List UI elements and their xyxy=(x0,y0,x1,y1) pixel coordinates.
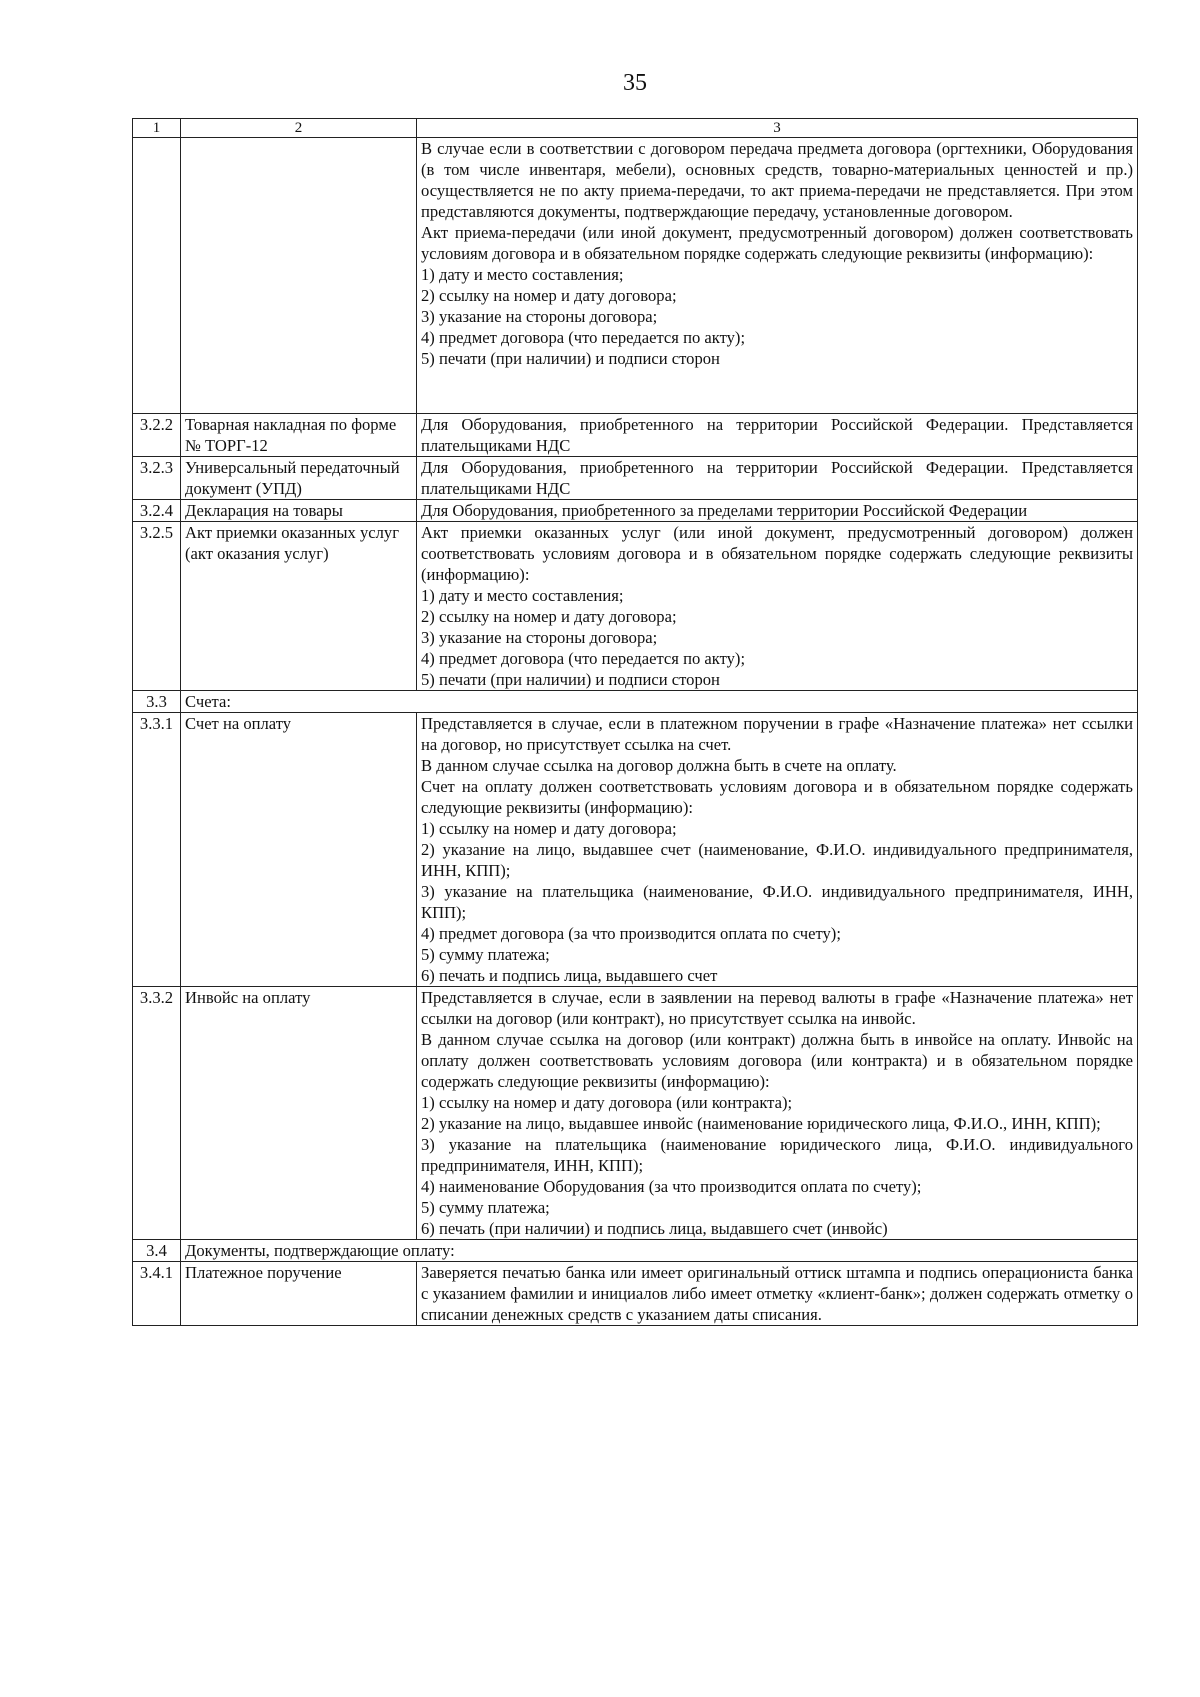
document-name: Акт приемки оказанных услуг (акт оказания услуг) xyxy=(181,522,417,691)
header-col-3: 3 xyxy=(417,119,1138,138)
table-row xyxy=(133,987,1138,1240)
table-header-row xyxy=(133,119,1138,138)
section-row xyxy=(133,1240,1138,1262)
requirement-line: Представляется в случае, если в заявлении на перевод валюты в графе «Назначение платежа» нет ссылки на договор (или контракт), но присутствует ссылка на инвойс. xyxy=(421,988,1133,1028)
requirement-line: 1) ссылку на номер и дату договора (или контракта); xyxy=(421,1093,793,1112)
requirement-line: Для Оборудования, приобретенного за пределами территории Российской Федерации xyxy=(421,501,1028,520)
document-requirements xyxy=(417,522,1138,691)
table-row xyxy=(133,713,1138,987)
requirement-line: 3) указание на стороны договора; xyxy=(421,628,658,647)
table-row xyxy=(133,457,1138,500)
requirement-line: Для Оборудования, приобретенного на территории Российской Федерации. Представляется плательщиками НДС xyxy=(421,458,1133,498)
document-name xyxy=(181,138,417,414)
requirement-line: 2) ссылку на номер и дату договора; xyxy=(421,607,677,626)
requirement-line: Заверяется печатью банка или имеет оригинальный оттиск штампа и подпись операциониста банка с указанием фамилии и инициалов либо имеет отметку «клиент-банк»; должен содержать отметку о списании денежных средств с указанием даты списания. xyxy=(421,1263,1133,1324)
requirement-line: 1) ссылку на номер и дату договора; xyxy=(421,819,677,838)
requirement-line: 5) печати (при наличии) и подписи сторон xyxy=(421,349,720,368)
row-number: 3.3.1 xyxy=(133,713,181,987)
section-title: Документы, подтверждающие оплату: xyxy=(181,1240,1138,1262)
requirement-line: Акт приема-передачи (или иной документ, предусмотренный договором) должен соответствовать условиям договора и в обязательном порядке содержать следующие реквизиты (информацию): xyxy=(421,223,1133,263)
table-row xyxy=(133,138,1138,414)
row-number: 3.2.2 xyxy=(133,414,181,457)
header-col-2: 2 xyxy=(181,119,417,138)
document-requirements xyxy=(417,457,1138,500)
row-number xyxy=(133,138,181,414)
row-number: 3.4.1 xyxy=(133,1262,181,1326)
requirement-line: 6) печать (при наличии) и подпись лица, выдавшего счет (инвойс) xyxy=(421,1219,888,1238)
document-requirements xyxy=(417,713,1138,987)
requirement-line: 1) дату и место составления; xyxy=(421,586,624,605)
document-requirements xyxy=(417,500,1138,522)
requirement-line: В данном случае ссылка на договор должна быть в счете на оплату. xyxy=(421,756,897,775)
requirement-line: 2) ссылку на номер и дату договора; xyxy=(421,286,677,305)
document-requirements xyxy=(417,1262,1138,1326)
document-name: Декларация на товары xyxy=(181,500,417,522)
requirement-line: 2) указание на лицо, выдавшее инвойс (наименование юридического лица, Ф.И.О., ИНН, КПП); xyxy=(421,1114,1101,1133)
requirement-line: 3) указание на плательщика (наименование юридического лица, Ф.И.О. индивидуального предпринимателя, ИНН, КПП); xyxy=(421,1135,1133,1175)
document-name: Инвойс на оплату xyxy=(181,987,417,1240)
requirement-line: 1) дату и место составления; xyxy=(421,265,624,284)
section-number: 3.4 xyxy=(133,1240,181,1262)
table-row xyxy=(133,414,1138,457)
document-name: Платежное поручение xyxy=(181,1262,417,1326)
requirement-line: 2) указание на лицо, выдавшее счет (наименование, Ф.И.О. индивидуального предпринимателя, ИНН, КПП); xyxy=(421,840,1133,880)
section-title: Счета: xyxy=(181,691,1138,713)
section-row xyxy=(133,691,1138,713)
requirement-line: 5) печати (при наличии) и подписи сторон xyxy=(421,670,720,689)
requirement-line: Для Оборудования, приобретенного на территории Российской Федерации. Представляется плательщиками НДС xyxy=(421,415,1133,455)
document-name: Счет на оплату xyxy=(181,713,417,987)
requirement-line: 5) сумму платежа; xyxy=(421,1198,550,1217)
requirement-line: 6) печать и подпись лица, выдавшего счет xyxy=(421,966,718,985)
row-number: 3.2.4 xyxy=(133,500,181,522)
requirement-line: Представляется в случае, если в платежном поручении в графе «Назначение платежа» нет ссылки на договор, но присутствует ссылка на счет. xyxy=(421,714,1133,754)
table-row xyxy=(133,500,1138,522)
table-row xyxy=(133,522,1138,691)
requirement-line: 4) предмет договора (за что производится оплата по счету); xyxy=(421,924,841,943)
requirement-line: 4) предмет договора (что передается по акту); xyxy=(421,649,746,668)
requirement-line: 3) указание на плательщика (наименование, Ф.И.О. индивидуального предпринимателя, ИНН, КПП); xyxy=(421,882,1133,922)
document-requirements xyxy=(417,987,1138,1240)
page-number: 35 xyxy=(623,70,647,96)
requirement-line: В данном случае ссылка на договор (или контракт) должна быть в инвойсе на оплату. Инвойс на оплату должен соответствовать условиям договора (или контракта) и в обязательном порядке содержать следующие реквизиты (информацию): xyxy=(421,1030,1133,1091)
requirements-table xyxy=(132,118,1138,1326)
document-requirements xyxy=(417,138,1138,414)
section-number: 3.3 xyxy=(133,691,181,713)
row-number: 3.2.3 xyxy=(133,457,181,500)
requirement-line: 3) указание на стороны договора; xyxy=(421,307,658,326)
requirement-line: 4) предмет договора (что передается по акту); xyxy=(421,328,746,347)
document-name: Товарная накладная по форме № ТОРГ-12 xyxy=(181,414,417,457)
requirement-line: 4) наименование Оборудования (за что производится оплата по счету); xyxy=(421,1177,922,1196)
row-number: 3.3.2 xyxy=(133,987,181,1240)
header-col-1: 1 xyxy=(133,119,181,138)
requirement-line: В случае если в соответствии с договором передача предмета договора (оргтехники, Оборудования (в том числе инвентаря, мебели), основных средств, товарно-материальных ценностей и пр.) осуществляется не по акту приема-передачи, то акт приема-передачи не представляется. При этом представляются документы, подтверждающие передачу, установленные договором. xyxy=(421,139,1133,221)
requirement-line: Счет на оплату должен соответствовать условиям договора и в обязательном порядке содержать следующие реквизиты (информацию): xyxy=(421,777,1133,817)
row-number: 3.2.5 xyxy=(133,522,181,691)
requirement-line: Акт приемки оказанных услуг (или иной документ, предусмотренный договором) должен соответствовать условиям договора и в обязательном порядке содержать следующие реквизиты (информацию): xyxy=(421,523,1133,584)
requirement-line: 5) сумму платежа; xyxy=(421,945,550,964)
document-name: Универсальный передаточный документ (УПД) xyxy=(181,457,417,500)
table-row xyxy=(133,1262,1138,1326)
document-requirements xyxy=(417,414,1138,457)
